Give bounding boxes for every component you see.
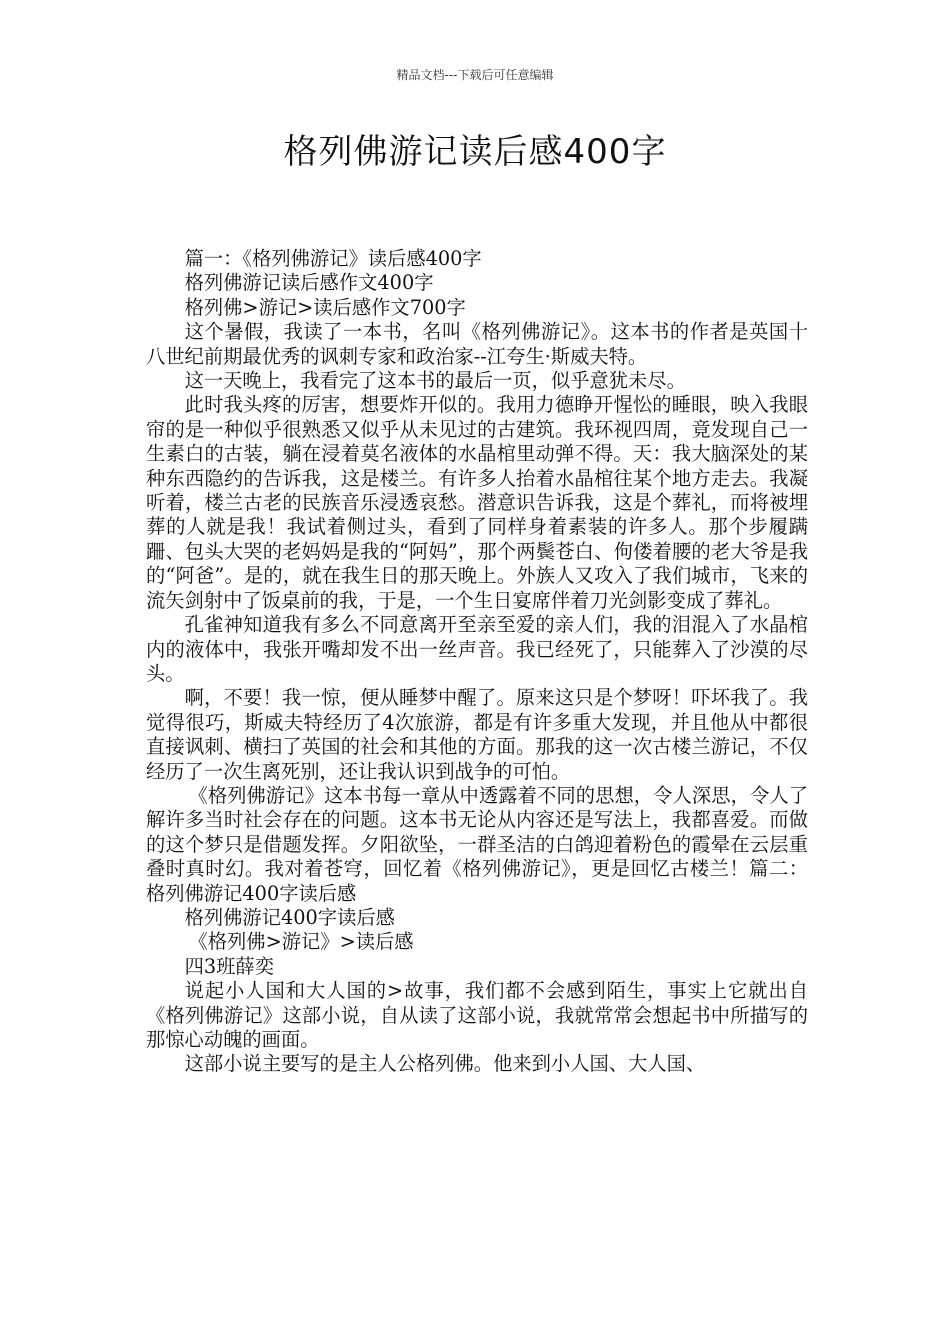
document-body — [146, 247, 808, 1077]
paragraph: 此时我头疼的厉害，想要炸开似的。我用力德睁开惺忪的睡眼，映入我眼帘的是一种似乎很熟悉又似乎从未见过的古建筑。我环视四周，竟发现自己一生素白的古装，躺在浸着莫名液体的水晶棺里动弹不得。天：我大脑深处的某种东西隐约的告诉我，这是楼兰。有许多人抬着水晶棺往某个地方走去。我凝听着，楼兰古老的民族音乐浸透哀愁。潜意识告诉我，这是个葬礼，而将被埋葬的人就是我！我试着侧过头，看到了同样身着素装的许多人。那个步履蹒跚、包头大哭的老妈妈是我的“阿妈”，那个两鬓苍白、佝偻着腰的老大爷是我的“阿爸”。是的，就在我生日的那天晚上。外族人又攻入了我们城市，飞来的流矢剑射中了饭桌前的我，于是，一个生日宴席伴着刀光剑影变成了葬礼。 — [146, 393, 808, 612]
paragraph: 格列佛游记读后感作文400字 — [184, 271, 434, 295]
paragraph: 格列佛游记400字读后感 — [184, 905, 395, 929]
paragraph: 这部小说主要写的是主人公格列佛。他来到小人国、大人国、 — [184, 1052, 706, 1076]
page-title: 格列佛游记读后感400字 — [283, 132, 667, 172]
paragraph: 篇一：《格列佛游记》读后感400字 — [184, 247, 482, 270]
paragraph: 这一天晚上，我看完了这本书的最后一页，似乎意犹未尽。 — [184, 369, 686, 393]
paragraph: 《格列佛游记》这本书每一章从中透露着不同的思想，令人深思，令人了解许多当时社会存在的问题。这本书无论从内容还是写法上，我都喜爱。而做的这个梦只是借题发挥。夕阳欲坠，一群圣洁的白鸽迎着粉色的霞晕在云层重叠时真时幻。我对着苍穹，回忆着《格列佛游记》，更是回忆古楼兰！篇二：格列佛游记400字读后感 — [146, 783, 808, 905]
paragraph: 这个暑假，我读了一本书，名叫《格列佛游记》。这本书的作者是英国十八世纪前期最优秀的讽刺专家和政治家--江夸生·斯威夫特。 — [146, 320, 808, 368]
paragraph: 格列佛>游记>读后感作文700字 — [184, 295, 466, 319]
paragraph: 啊，不要！我一惊，便从睡梦中醒了。原来这只是个梦呀！吓坏我了。我觉得很巧，斯威夫特经历了4次旅游，都是有许多重大发现，并且他从中都很直接讽刺、横扫了英国的社会和其他的方面。那我的这一次古楼兰游记，不仅经历了一次生离死别，还让我认识到战争的可怕。 — [146, 686, 808, 783]
paragraph: 孔雀神知道我有多么不同意离开至亲至爱的亲人们，我的泪混入了水晶棺内的液体中，我张开嘴却发不出一丝声音。我已经死了，只能葬入了沙漠的尽头。 — [146, 613, 808, 685]
paragraph: 四3班薛奕 — [184, 954, 274, 978]
page-header: 精品文档---下载后可任意编辑 — [396, 68, 554, 82]
paragraph: 《格列佛>游记》>读后感 — [188, 930, 414, 954]
paragraph: 说起小人国和大人国的>故事，我们都不会感到陌生，事实上它就出自《格列佛游记》这部小说，自从读了这部小说，我就常常会想起书中所描写的那惊心动魄的画面。 — [146, 979, 808, 1051]
